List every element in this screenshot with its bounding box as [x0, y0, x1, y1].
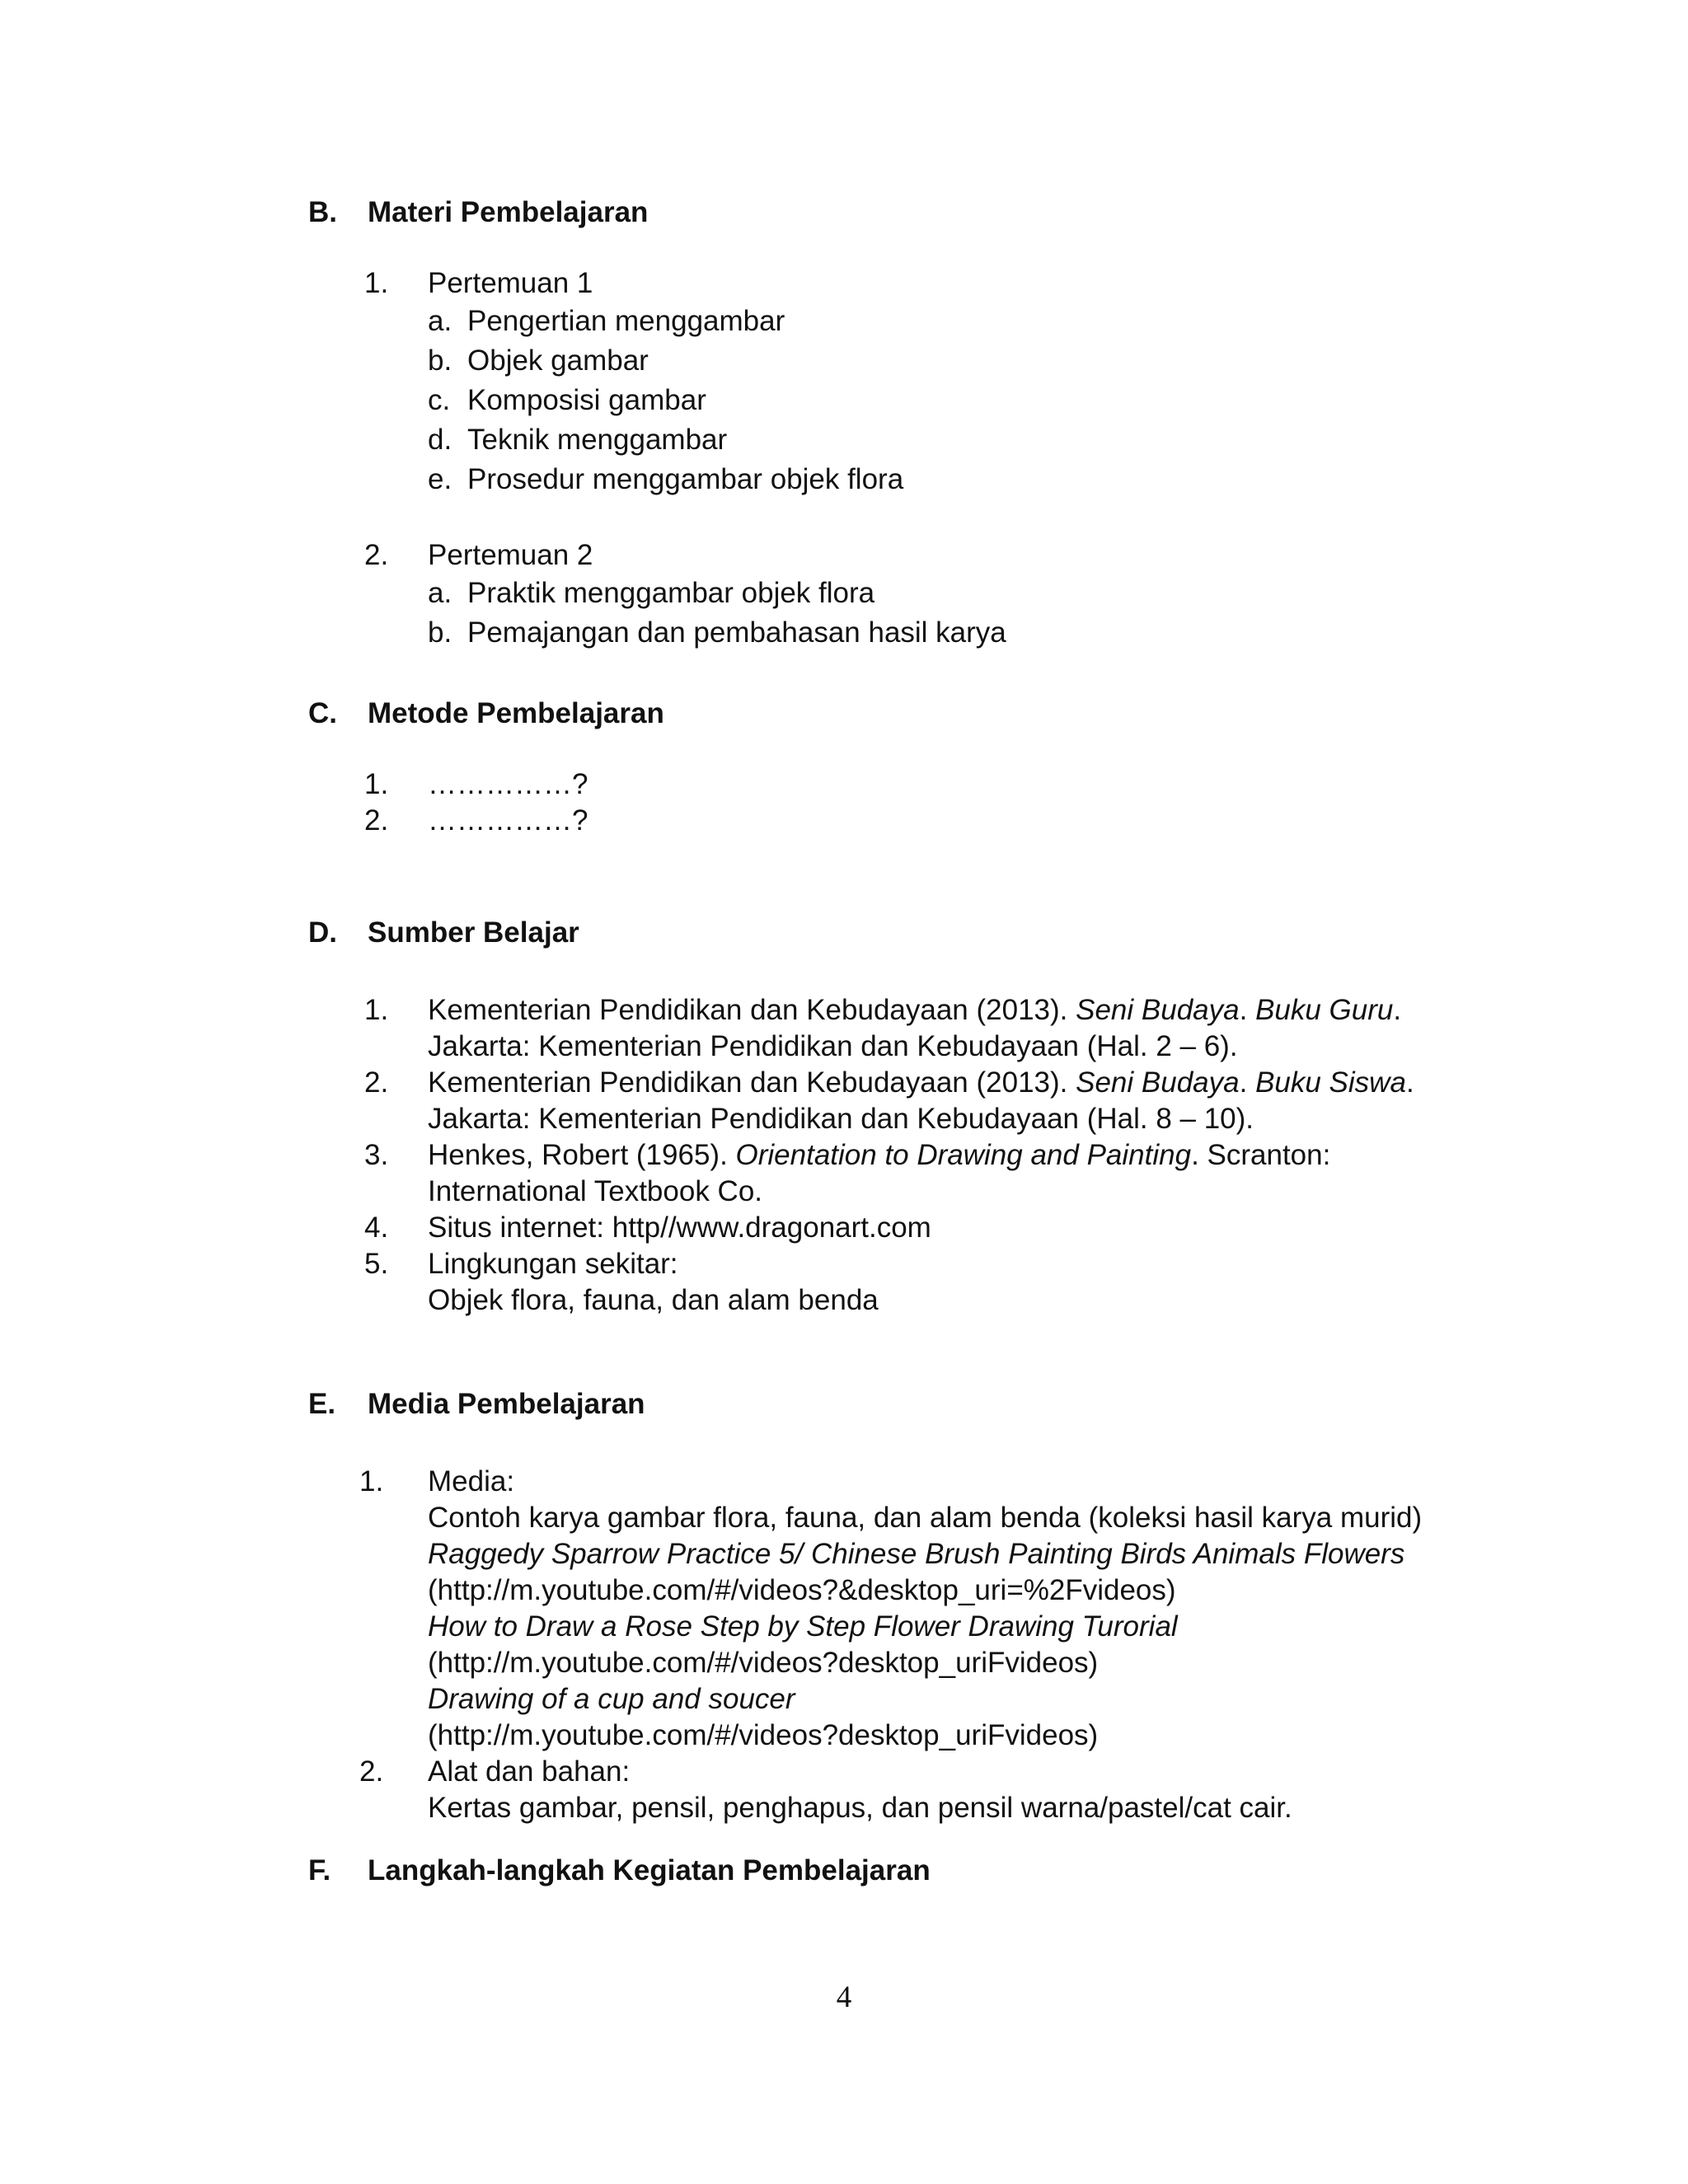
method-item — [308, 803, 1495, 839]
source-separator: . — [1239, 994, 1256, 1026]
source-subtitle: Buku Siswa — [1255, 1066, 1406, 1099]
topic-text: Komposisi gambar — [467, 384, 706, 416]
section-heading — [308, 915, 1495, 951]
list-number: 1. — [364, 994, 389, 1026]
list-number: 2. — [364, 539, 389, 571]
section-letter: B. — [308, 196, 337, 228]
topic-item — [308, 341, 1495, 381]
video-title: Raggedy Sparrow Practice 5/ Chinese Brush Painting Birds Animals Flowers — [428, 1538, 1405, 1570]
section-heading — [308, 1386, 1495, 1422]
list-number: 2. — [364, 804, 389, 837]
list-letter: b. — [428, 616, 452, 649]
media-item — [308, 1464, 1495, 1500]
source-title: Seni Budaya — [1076, 994, 1240, 1026]
section-title: Langkah-langkah Kegiatan Pembelajaran — [368, 1854, 931, 1886]
section-letter: C. — [308, 697, 337, 729]
tools-description: Kertas gambar, pensil, penghapus, dan pensil warna/pastel/cat cair. — [428, 1792, 1292, 1824]
media-description: Contoh karya gambar flora, fauna, dan alam benda (koleksi hasil karya murid) — [428, 1502, 1423, 1534]
list-number: 3. — [364, 1139, 389, 1171]
source-punct: . Scranton: — [1191, 1139, 1331, 1171]
source-publisher: International Textbook Co. — [428, 1175, 763, 1207]
section-letter: F. — [308, 1854, 331, 1886]
page-number: 4 — [836, 1980, 852, 2014]
video-url: (http://m.youtube.com/#/videos?desktop_uriFvideos) — [428, 1719, 1099, 1751]
method-text: ……………? — [428, 804, 588, 837]
meeting-label: Pertemuan 1 — [428, 267, 593, 299]
topic-text: Prosedur menggambar objek flora — [467, 463, 904, 495]
topic-item — [308, 574, 1495, 613]
topic-text: Pengertian menggambar — [467, 305, 785, 337]
list-letter: d. — [428, 424, 452, 456]
source-subtitle: Buku Guru — [1255, 994, 1394, 1026]
section-heading — [308, 1853, 1495, 1889]
source-publisher: Jakarta: Kementerian Pendidikan dan Kebudayaan (Hal. 2 – 6). — [428, 1030, 1238, 1062]
source-title: Orientation to Drawing and Painting — [735, 1139, 1192, 1171]
source-item — [308, 1137, 1495, 1174]
meeting-item — [308, 265, 1495, 302]
source-text: Henkes, Robert (1965). — [428, 1139, 736, 1171]
topic-item — [308, 613, 1495, 653]
tools-item — [308, 1754, 1495, 1790]
source-title: Seni Budaya — [1076, 1066, 1240, 1099]
source-item — [308, 1065, 1495, 1101]
video-title: How to Draw a Rose Step by Step Flower Drawing Turorial — [428, 1610, 1178, 1643]
topic-item — [308, 302, 1495, 341]
topic-text: Teknik menggambar — [467, 424, 728, 456]
list-letter: b. — [428, 344, 452, 377]
meeting-item — [308, 537, 1495, 574]
list-number: 1. — [359, 1465, 384, 1497]
source-detail: Objek flora, fauna, dan alam benda — [428, 1284, 879, 1316]
source-text: Kementerian Pendidikan dan Kebudayaan (2013). — [428, 1066, 1076, 1099]
section-heading — [308, 696, 1495, 732]
list-number: 5. — [364, 1248, 389, 1280]
section-title: Metode Pembelajaran — [368, 697, 664, 729]
video-url: (http://m.youtube.com/#/videos?desktop_uriFvideos) — [428, 1647, 1099, 1679]
section-heading — [308, 194, 1495, 231]
section-sumber-belajar — [308, 915, 1495, 1319]
list-letter: c. — [428, 384, 451, 416]
topic-text: Praktik menggambar objek flora — [467, 577, 875, 609]
meeting-label: Pertemuan 2 — [428, 539, 593, 571]
section-metode-pembelajaran — [308, 696, 1495, 839]
topic-text: Pemajangan dan pembahasan hasil karya — [467, 616, 1006, 649]
source-text: Kementerian Pendidikan dan Kebudayaan (2013). — [428, 994, 1076, 1026]
list-number: 1. — [364, 267, 389, 299]
source-punct: . — [1393, 994, 1402, 1026]
video-url: (http://m.youtube.com/#/videos?&desktop_uri=%2Fvideos) — [428, 1574, 1176, 1606]
list-number: 2. — [364, 1066, 389, 1099]
section-title: Sumber Belajar — [368, 916, 579, 949]
tools-label: Alat dan bahan: — [428, 1755, 631, 1788]
section-title: Materi Pembelajaran — [368, 196, 649, 228]
method-text: ……………? — [428, 768, 588, 800]
section-letter: E. — [308, 1388, 336, 1420]
video-title: Drawing of a cup and soucer — [428, 1683, 795, 1715]
list-letter: a. — [428, 577, 452, 609]
list-number: 1. — [364, 768, 389, 800]
section-materi-pembelajaran — [308, 194, 1495, 653]
topic-item — [308, 420, 1495, 460]
media-label: Media: — [428, 1465, 515, 1497]
source-item — [308, 992, 1495, 1029]
list-letter: e. — [428, 463, 452, 495]
source-item — [308, 1210, 1495, 1246]
section-title: Media Pembelajaran — [368, 1388, 645, 1420]
list-number: 2. — [359, 1755, 384, 1788]
source-text: Situs internet: http//www.dragonart.com — [428, 1212, 931, 1244]
source-separator: . — [1239, 1066, 1256, 1099]
section-media-pembelajaran — [308, 1386, 1495, 1826]
source-publisher: Jakarta: Kementerian Pendidikan dan Kebudayaan (Hal. 8 – 10). — [428, 1103, 1254, 1135]
topic-item — [308, 460, 1495, 499]
topic-text: Objek gambar — [467, 344, 649, 377]
section-langkah-kegiatan — [308, 1853, 1495, 1889]
list-number: 4. — [364, 1212, 389, 1244]
list-letter: a. — [428, 305, 452, 337]
method-item — [308, 766, 1495, 803]
source-punct: . — [1405, 1066, 1414, 1099]
source-item — [308, 1246, 1495, 1282]
section-letter: D. — [308, 916, 337, 949]
source-text: Lingkungan sekitar: — [428, 1248, 678, 1280]
topic-item — [308, 381, 1495, 420]
